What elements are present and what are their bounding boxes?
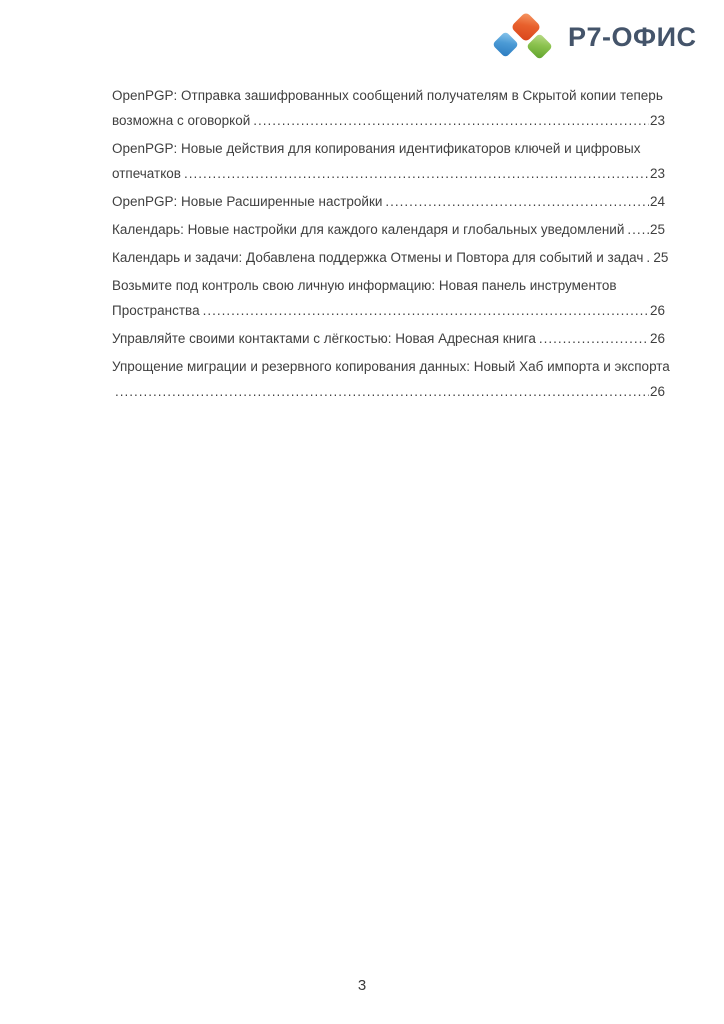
toc-page-number: 25 [649, 222, 665, 237]
logo-diamonds-icon [489, 8, 559, 66]
diamond-blue-icon [492, 31, 519, 58]
toc-entry [112, 217, 665, 242]
toc-entry-text: Возьмите под контроль свою личную информацию: Новая панель инструментов [112, 278, 617, 293]
r7-office-logo [489, 8, 696, 66]
toc-entry-last-line [112, 326, 665, 351]
toc-page-number: 24 [649, 194, 665, 209]
dot-leader [627, 217, 649, 242]
dot-leader [385, 189, 649, 214]
dot-leader [646, 245, 652, 270]
page-footer [0, 977, 724, 994]
dot-leader [253, 108, 649, 133]
toc-entry-text: Упрощение миграции и резервного копирования данных: Новый Хаб импорта и экспорта [112, 359, 670, 374]
toc-entry-text: возможна с оговоркой [112, 113, 251, 128]
toc-page-number: 26 [649, 331, 665, 346]
toc-entry-text: отпечатков [112, 166, 181, 181]
dot-leader [184, 161, 649, 186]
toc-entry-last-line [112, 108, 665, 133]
toc-entry-text: OpenPGP: Отправка зашифрованных сообщений получателям в Скрытой копии теперь [112, 88, 663, 103]
toc-entry-last-line [112, 298, 665, 323]
toc-page-number: 23 [649, 166, 665, 181]
toc-entry-text: OpenPGP: Новые действия для копирования идентификаторов ключей и цифровых [112, 141, 641, 156]
toc-entry-last-line [112, 245, 669, 270]
toc-entry-last-line [112, 161, 665, 186]
logo-text: Р7-ОФИС [568, 21, 697, 52]
toc-entry-text: Управляйте своими контактами с лёгкостью: Новая Адресная книга [112, 331, 536, 346]
toc-entry [112, 136, 665, 186]
toc-entry [112, 354, 670, 404]
toc-entry-text: Календарь: Новые настройки для каждого календаря и глобальных уведомлений [112, 222, 625, 237]
page-number: 3 [357, 977, 367, 994]
table-of-contents [112, 83, 670, 407]
toc-entry [112, 189, 665, 214]
toc-entry-text: Пространства [112, 303, 200, 318]
toc-page-number: 23 [649, 113, 665, 128]
toc-entry-last-line [112, 379, 665, 404]
toc-entry [112, 326, 665, 351]
dot-leader [539, 326, 649, 351]
dot-leader [115, 379, 649, 404]
toc-page-number: 26 [649, 384, 665, 399]
dot-leader [203, 298, 649, 323]
toc-entry [112, 273, 665, 323]
toc-entry-last-line [112, 189, 665, 214]
toc-page-number: 25 [653, 250, 669, 265]
toc-entry [112, 245, 669, 270]
toc-entry-last-line [112, 217, 665, 242]
toc-page-number: 26 [649, 303, 665, 318]
toc-entry-text: Календарь и задачи: Добавлена поддержка Отмены и Повтора для событий и задач [112, 250, 644, 265]
toc-entry-text: OpenPGP: Новые Расширенные настройки [112, 194, 383, 209]
toc-entry [112, 83, 665, 133]
